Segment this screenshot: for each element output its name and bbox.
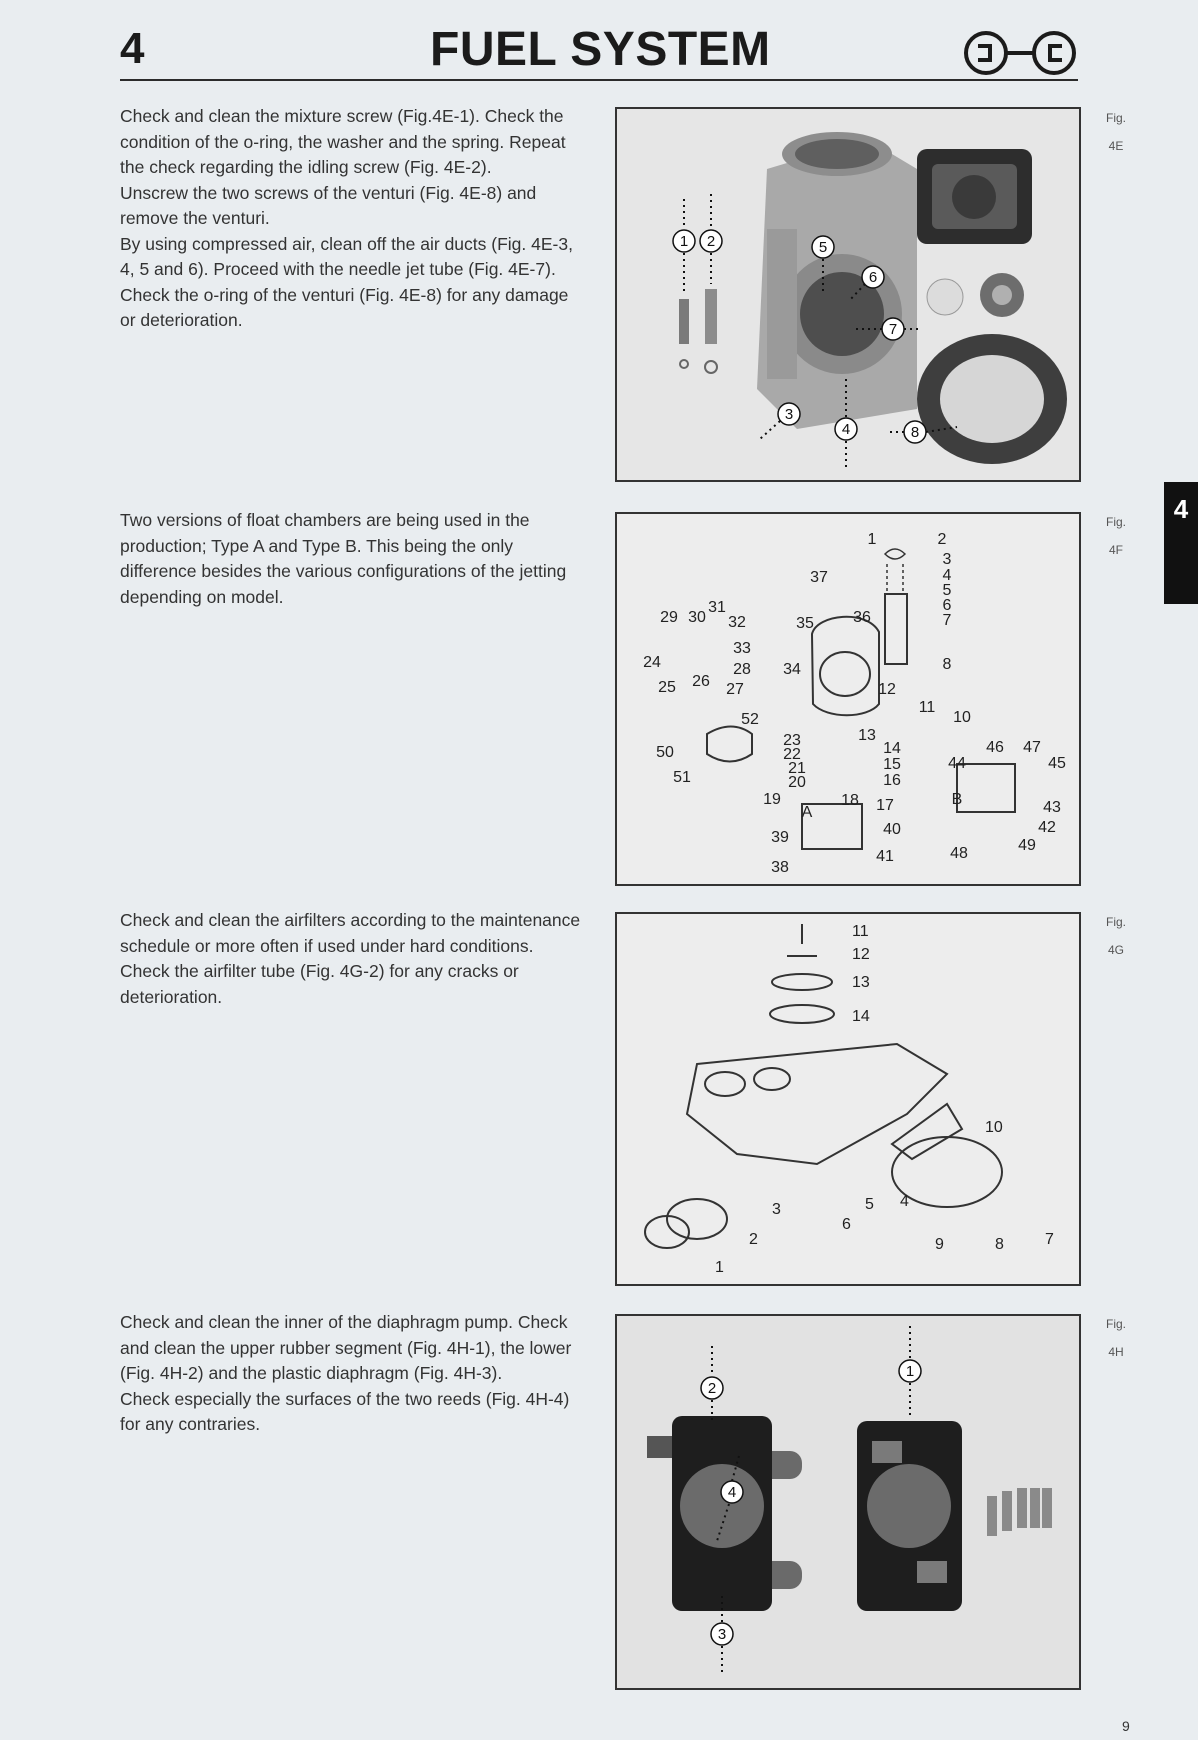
callout-label: 1 — [679, 233, 689, 250]
part-number: 49 — [1018, 837, 1036, 854]
part-number: 40 — [883, 821, 901, 838]
paragraph: Two versions of float chambers are being used in the production; Type A and Type B. This being the only difference besides the various configurations of the jetting depending on model. — [120, 510, 567, 607]
callout-label: 1 — [905, 1363, 915, 1380]
part-number: 4 — [942, 567, 952, 584]
part-number: 9 — [935, 1236, 944, 1253]
wrench-logo-icon — [960, 28, 1080, 78]
chapter-number: 4 — [120, 24, 145, 73]
part-number: 45 — [1048, 755, 1066, 772]
part-number: 12 — [878, 681, 896, 698]
figure-4g-airfilter-diagram — [615, 912, 1081, 1286]
chapter-side-tab: 4 — [1164, 482, 1198, 604]
part-number: 32 — [728, 614, 746, 631]
callout-label: 4 — [727, 1484, 737, 1501]
part-number: 26 — [692, 673, 710, 690]
part-number: 13 — [852, 974, 870, 991]
part-number: 24 — [643, 654, 661, 671]
version-label: A — [801, 804, 813, 821]
figure-4e-carburetor-photo — [615, 107, 1081, 482]
part-number: 23 — [783, 732, 801, 749]
paragraph: Check and clean the airfilters according to the maintenance schedule or more often if used under hard conditions. — [120, 910, 581, 956]
part-number: 8 — [942, 656, 952, 673]
part-number: 42 — [1038, 819, 1056, 836]
callout-label: 8 — [910, 424, 920, 441]
part-number: 14 — [852, 1008, 870, 1025]
part-number: 47 — [1023, 739, 1041, 756]
part-number: 15 — [883, 756, 901, 773]
part-number: 19 — [763, 791, 781, 808]
part-number: 7 — [942, 612, 952, 629]
callout-label: 7 — [888, 321, 898, 338]
part-number: 6 — [842, 1216, 851, 1233]
part-number: 29 — [660, 609, 678, 626]
part-number: 6 — [942, 597, 952, 614]
part-number: 1 — [715, 1259, 724, 1276]
part-number: 50 — [656, 744, 674, 761]
part-number: 12 — [852, 946, 870, 963]
section-4e-text — [120, 104, 586, 334]
part-number: 18 — [841, 792, 859, 809]
part-number: 16 — [883, 772, 901, 789]
part-number: 36 — [853, 609, 871, 626]
part-number: 7 — [1045, 1231, 1054, 1248]
part-number: 22 — [783, 746, 801, 763]
part-number: 51 — [673, 769, 691, 786]
part-number: 25 — [658, 679, 676, 696]
callout-label: 5 — [818, 239, 828, 256]
part-number: 37 — [810, 569, 828, 586]
callout-label: 3 — [717, 1626, 727, 1643]
paragraph: Unscrew the two screws of the venturi (Fig. 4E-8) and remove the venturi. — [120, 182, 537, 228]
figure-4h-label: Fig. 4H — [1105, 1317, 1126, 1359]
page-number: 9 — [1122, 1718, 1130, 1734]
part-number: 5 — [942, 582, 952, 599]
part-number: 2 — [749, 1231, 758, 1248]
part-number: 4 — [900, 1193, 909, 1210]
section-4f-text — [120, 508, 586, 610]
part-number: 1 — [867, 531, 877, 548]
part-number: 13 — [858, 727, 876, 744]
figure-4f-exploded-diagram — [615, 512, 1081, 886]
part-number: 11 — [852, 923, 869, 940]
part-number: 44 — [948, 755, 966, 772]
part-number: 10 — [953, 709, 971, 726]
part-number: 31 — [708, 599, 726, 616]
version-label: B — [951, 791, 963, 808]
part-number: 28 — [733, 661, 751, 678]
header-rule — [120, 79, 1078, 81]
callout-label: 2 — [707, 1380, 717, 1397]
figure-4h-diaphragm-pump-photo — [615, 1314, 1081, 1690]
part-number: 17 — [876, 797, 894, 814]
figure-4g-label: Fig. 4G — [1105, 915, 1126, 957]
paragraph: Check and clean the mixture screw (Fig.4E-1). Check the condition of the o-ring, the washer and the spring. Repeat the check regarding the idling screw (Fig. 4E-2). — [120, 106, 566, 177]
part-number: 30 — [688, 609, 706, 626]
part-number: 46 — [986, 739, 1004, 756]
section-4g-text — [120, 908, 586, 1010]
part-number: 48 — [950, 845, 968, 862]
part-number: 34 — [783, 661, 801, 678]
part-number: 39 — [771, 829, 789, 846]
part-number: 8 — [995, 1236, 1004, 1253]
section-4h-text — [120, 1310, 586, 1438]
part-number: 21 — [788, 760, 806, 777]
part-number: 2 — [937, 531, 947, 548]
part-number: 20 — [788, 774, 806, 791]
paragraph: Check the o-ring of the venturi (Fig. 4E-8) for any damage or deterioration. — [120, 284, 569, 330]
part-number: 27 — [726, 681, 744, 698]
part-number: 38 — [771, 859, 789, 876]
part-number: 14 — [883, 740, 901, 757]
paragraph: Check the airfilter tube (Fig. 4G-2) for any cracks or deterioration. — [120, 961, 519, 1007]
callout-label: 2 — [706, 233, 716, 250]
paragraph: Check especially the surfaces of the two reeds (Fig. 4H-4) for any contraries. — [120, 1388, 570, 1434]
part-number: 35 — [796, 615, 814, 632]
part-number: 52 — [741, 711, 759, 728]
part-number: 3 — [942, 551, 952, 568]
part-number: 11 — [918, 699, 936, 716]
paragraph: Check and clean the inner of the diaphragm pump. Check and clean the upper rubber segment (Fig. 4H-1), the lower (Fig. 4H-2) and the plastic diaphragm (Fig. 4H-3). — [120, 1312, 572, 1383]
figure-4f-label: Fig. 4F — [1105, 515, 1126, 557]
part-number: 33 — [733, 640, 751, 657]
part-number: 5 — [865, 1196, 874, 1213]
callout-label: 3 — [784, 406, 794, 423]
page-title: FUEL SYSTEM — [430, 23, 771, 76]
callout-label: 4 — [841, 421, 851, 438]
paragraph: By using compressed air, clean off the air ducts (Fig. 4E-3, 4, 5 and 6). Proceed with the needle jet tube (Fig. 4E-7). — [120, 233, 573, 279]
figure-4e-label: Fig. 4E — [1105, 111, 1126, 153]
part-number: 43 — [1043, 799, 1061, 816]
part-number: 41 — [876, 848, 894, 865]
part-number: 10 — [985, 1119, 1003, 1136]
part-number: 3 — [772, 1201, 781, 1218]
callout-label: 6 — [868, 269, 878, 286]
